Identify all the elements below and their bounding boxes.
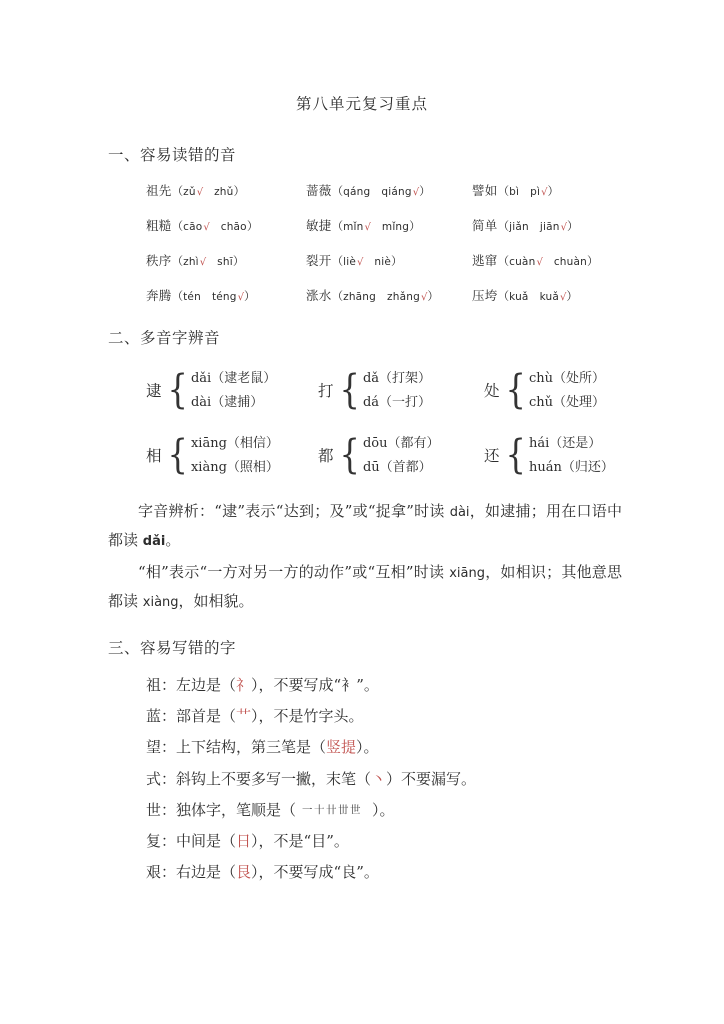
note-character: 世 <box>146 800 162 819</box>
note-character: 祖 <box>146 676 162 694</box>
pinyin-entry-word: 涨水 <box>306 288 332 303</box>
polyphonic-reading-bottom: huán（归还） <box>528 459 614 475</box>
pinyin-entry <box>306 181 472 199</box>
note-character: 复 <box>146 831 162 850</box>
note-highlight: 竖提 <box>326 738 357 757</box>
paren-open: （ <box>497 184 510 198</box>
note-character: 艰 <box>146 863 162 882</box>
pinyin-entry-word: 逃窜 <box>472 253 498 268</box>
brace-glyph: { <box>505 432 526 478</box>
polyphonic-item <box>318 362 484 418</box>
polyphonic-readings <box>363 437 440 474</box>
character-note <box>0 732 724 763</box>
paren-open: （ <box>331 254 344 268</box>
pinyin-option-b: kuǎ <box>539 291 560 303</box>
note-dai-pinyin-a: dài <box>449 505 470 520</box>
pinyin-entry <box>472 251 724 269</box>
note-dai-pinyin-b: dǎi <box>142 534 166 550</box>
paren-open: （ <box>331 219 344 233</box>
paren-close: ） <box>391 254 403 268</box>
note-highlight: 艹 <box>236 707 252 726</box>
polyphonic-reading-top: chù（处所） <box>528 370 605 386</box>
note-text-after: ）。 <box>356 738 379 757</box>
paren-close: ） <box>566 289 578 303</box>
checkmark-icon: √ <box>420 292 428 303</box>
pinyin-option-b: zhǎng <box>387 291 420 303</box>
paren-open: （ <box>497 219 510 233</box>
note-text-after: ），不要写成“衤”。 <box>251 676 379 694</box>
paren-close: ） <box>244 289 256 303</box>
checkmark-icon: √ <box>237 292 245 303</box>
brace-glyph: { <box>339 432 360 478</box>
polyphonic-character: 相 <box>146 447 162 465</box>
polyphonic-item <box>146 427 318 483</box>
pinyin-option-a: kuǎ <box>509 291 529 303</box>
pinyin-option-b: jiān <box>539 221 560 233</box>
note-xiang-tail: ，如相貌。 <box>178 591 254 610</box>
note-dai-tail: 。 <box>165 531 181 550</box>
checkmark-icon: √ <box>199 257 207 268</box>
pinyin-entry-word: 蔷薇 <box>306 183 332 198</box>
note-text-before: ：斜钩上不要多写一撇，末笔（ <box>161 769 372 788</box>
note-character: 蓝 <box>146 707 162 726</box>
paren-close: ） <box>233 184 245 198</box>
pinyin-entry-grid <box>0 165 724 304</box>
pinyin-entry-word: 粗糙 <box>146 218 172 233</box>
polyphonic-reading-top: dǎ（打架） <box>362 370 432 386</box>
polyphonic-grid <box>0 348 724 483</box>
polyphonic-reading-bottom: xiàng（照相） <box>190 459 279 475</box>
note-character: 式 <box>146 769 162 788</box>
note-text-before: ：独体字，笔顺是（ <box>161 800 297 819</box>
paren-open: （ <box>171 254 184 268</box>
pinyin-entry-word: 简单 <box>472 218 498 233</box>
pinyin-option-b: téng <box>211 291 237 303</box>
note-xiang-pinyin-a: xiāng <box>449 565 485 581</box>
pinyin-entry-word: 奔腾 <box>146 288 172 303</box>
pinyin-entry <box>306 216 472 234</box>
polyphonic-character: 都 <box>318 447 334 465</box>
checkmark-icon: √ <box>196 187 204 198</box>
paren-open: （ <box>171 219 184 233</box>
pinyin-option-a: bì <box>509 186 520 198</box>
brace-glyph: { <box>167 367 188 413</box>
pinyin-option-a: qáng <box>343 186 371 198</box>
paren-close: ） <box>232 254 245 268</box>
pinyin-option-b: pì <box>530 186 541 198</box>
polyphonic-reading-bottom: dài（逮捕） <box>190 394 264 410</box>
polyphonic-readings <box>363 372 431 409</box>
pinyin-option-a: mǐn <box>343 221 364 233</box>
polyphonic-character: 打 <box>318 382 334 400</box>
checkmark-icon: √ <box>536 257 543 268</box>
pinyin-option-a: jiǎn <box>509 221 529 233</box>
checkmark-icon: √ <box>541 187 548 198</box>
character-note <box>0 857 724 888</box>
note-text-before: ：部首是（ <box>161 707 237 726</box>
character-note <box>0 826 724 857</box>
pinyin-option-a: tén <box>183 291 201 303</box>
note-xiang-lead: “相”表示“一方对另一方的动作”或“互相”时读 <box>138 562 450 581</box>
pinyin-option-b: zhǔ <box>214 186 234 198</box>
polyphonic-character: 逮 <box>146 382 162 400</box>
pinyin-entry <box>306 286 472 304</box>
polyphonic-reading-bottom: chǔ（处理） <box>528 394 605 410</box>
pinyin-entry <box>472 216 724 234</box>
checkmark-icon: √ <box>357 257 364 268</box>
note-highlight: 礻 <box>236 676 252 694</box>
pinyin-entry <box>146 216 306 234</box>
polyphonic-item <box>318 427 484 483</box>
polyphonic-reading-bottom: dū（首都） <box>362 459 432 475</box>
brace-glyph: { <box>505 367 526 413</box>
pinyin-entry <box>306 251 472 269</box>
checkmark-icon: √ <box>412 187 420 198</box>
pinyin-option-a: zhì <box>183 256 199 268</box>
checkmark-icon: √ <box>203 222 210 233</box>
pinyin-option-b: chāo <box>220 221 247 233</box>
polyphonic-item <box>484 427 724 483</box>
note-text-after: ）。 <box>372 800 395 819</box>
paren-open: （ <box>331 184 344 198</box>
brace-glyph: { <box>339 367 360 413</box>
character-note <box>0 670 724 701</box>
note-dai-lead: 字音辨析：“逮”表示“达到；及”或“捉拿”时读 <box>138 502 450 520</box>
note-highlight: 日 <box>236 831 252 850</box>
polyphonic-readings <box>191 372 276 409</box>
pinyin-entry-word: 秩序 <box>146 253 172 268</box>
pinyin-entry <box>472 286 724 304</box>
polyphonic-item <box>484 362 724 418</box>
pinyin-option-a: liè <box>343 256 357 268</box>
pinyin-option-a: cuàn <box>509 256 536 268</box>
paren-open: （ <box>171 184 184 198</box>
polyphonic-reading-top: hái（还是） <box>528 435 602 451</box>
paren-open: （ <box>497 289 510 303</box>
polyphonic-reading-top: dōu（都有） <box>362 435 440 451</box>
character-note <box>0 701 724 732</box>
brace-glyph: { <box>167 432 188 478</box>
section-heading-one: 一、容易读错的音 <box>108 146 237 164</box>
paren-open: （ <box>497 254 510 268</box>
note-text-after: ），不要写成“良”。 <box>251 863 379 882</box>
pinyin-entry <box>472 181 724 199</box>
paren-close: ） <box>409 219 421 233</box>
pinyin-option-a: zhāng <box>343 291 377 303</box>
pinyin-entry-word: 祖先 <box>146 183 172 198</box>
note-text-before: ：中间是（ <box>161 831 237 850</box>
paren-open: （ <box>171 289 184 303</box>
stroke-order-sequence: 一十卄丗世 <box>302 803 363 816</box>
paren-close: ） <box>419 184 431 198</box>
polyphonic-readings <box>529 437 614 474</box>
polyphonic-readings <box>191 437 279 474</box>
pinyin-option-b: niè <box>374 256 392 268</box>
pinyin-option-b: chuàn <box>553 256 587 268</box>
note-dai-middle: ，如逮捕；用在口语中都读 <box>108 502 622 550</box>
pinyin-entry-word: 裂开 <box>306 253 332 268</box>
pinyin-entry <box>146 181 306 199</box>
pinyin-entry-word: 譬如 <box>472 183 498 198</box>
checkmark-icon: √ <box>560 222 567 233</box>
pinyin-entry <box>146 286 306 304</box>
pinyin-option-b: qiáng <box>381 186 412 198</box>
polyphonic-readings <box>529 372 605 409</box>
note-xiang-middle: ，如相识；其他意思都读 <box>108 562 622 610</box>
paren-close: ） <box>427 289 439 303</box>
note-text-after: ），不是“目”。 <box>251 831 349 850</box>
note-highlight: 艮 <box>236 863 252 882</box>
polyphonic-character: 还 <box>484 447 500 465</box>
note-text-before: ：上下结构，第三笔是（ <box>161 738 327 757</box>
polyphonic-item <box>146 362 318 418</box>
pronunciation-note-xiang <box>0 556 724 617</box>
note-text-before: ：右边是（ <box>161 863 237 882</box>
pinyin-entry <box>146 251 306 269</box>
paren-open: （ <box>331 289 344 303</box>
section-heading-three: 三、容易写错的字 <box>108 639 237 657</box>
page-title: 第八单元复习重点 <box>295 95 428 113</box>
polyphonic-reading-bottom: dá（一打） <box>362 394 432 410</box>
character-note <box>0 795 724 826</box>
polyphonic-reading-top: dǎi（逮老鼠） <box>190 370 277 386</box>
checkmark-icon: √ <box>364 222 371 233</box>
note-xiang-pinyin-b: xiàng <box>142 594 179 610</box>
pronunciation-note-dai <box>0 483 724 556</box>
character-note <box>0 764 724 795</box>
pinyin-option-a: zǔ <box>183 186 196 198</box>
polyphonic-character: 处 <box>484 382 500 400</box>
pinyin-entry-word: 压垮 <box>472 288 498 303</box>
paren-close: ） <box>566 219 579 233</box>
paren-close: ） <box>547 184 559 198</box>
pinyin-option-b: mǐng <box>381 221 410 233</box>
note-character: 望 <box>146 738 162 757</box>
paren-close: ） <box>246 219 259 233</box>
pinyin-option-a: cāo <box>183 221 203 233</box>
section-heading-two: 二、多音字辨音 <box>108 329 221 347</box>
polyphonic-reading-top: xiāng（相信） <box>190 435 279 451</box>
note-text-after: ），不是竹字头。 <box>251 707 364 726</box>
note-text-after: ）不要漏写。 <box>386 769 477 788</box>
pinyin-option-b: shī <box>217 256 233 268</box>
note-text-before: ：左边是（ <box>161 676 237 694</box>
pinyin-entry-word: 敏捷 <box>306 218 332 233</box>
character-notes-list <box>0 658 724 888</box>
note-highlight: 丶 <box>371 769 387 788</box>
paren-close: ） <box>586 254 599 268</box>
checkmark-icon: √ <box>560 292 567 303</box>
